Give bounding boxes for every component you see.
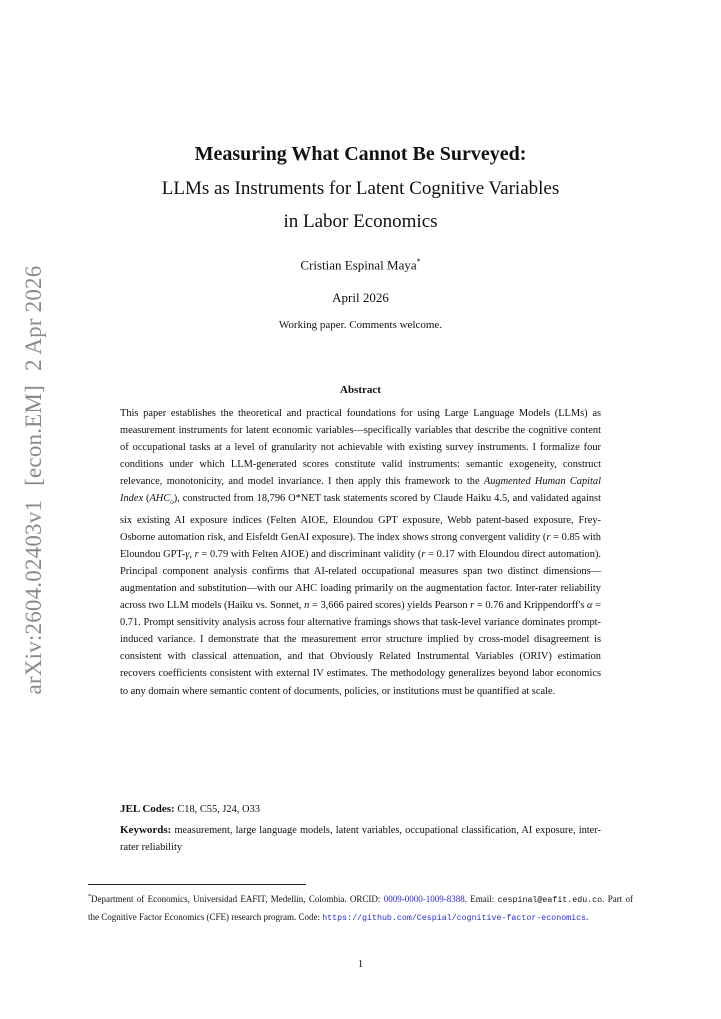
keywords — [120, 822, 601, 856]
footnote-email-label: . Email: — [464, 894, 498, 904]
author-name: Cristian Espinal Maya — [300, 257, 417, 273]
keywords-label: Keywords: — [120, 824, 172, 836]
page-number: 1 — [357, 958, 364, 970]
abstract-segment: = 0.17 with Eloundou direct automation). Principal component analysis confirms that AI-related occupational measures span two distinct dimensions—augmentation and substitution—with our AHC loading primarily on the augmentation factor. Inter-rater reliability across two LLM models (Haiku vs. Sonnet, — [120, 548, 602, 612]
code-repository-link[interactable]: https://github.com/Cespial/cognitive-factor-economics — [322, 914, 587, 923]
abstract-segment: r — [470, 600, 475, 612]
arxiv-date: 2 Apr 2026 — [21, 265, 46, 372]
jel-codes — [120, 801, 601, 818]
abstract-segment: = 0.76 and Krippendorff's — [474, 600, 588, 612]
jel-value: C18, C55, J24, O33 — [177, 804, 260, 815]
abstract-segment: r — [546, 531, 551, 543]
paper-title: Measuring What Cannot Be Surveyed: — [194, 143, 527, 165]
abstract-segment: r — [194, 548, 199, 560]
author-footnote-mark: * — [416, 257, 421, 266]
abstract-segment: ), constructed from 18,796 O*NET task statements scored by Claude Haiku 4.5, and validated against six existing AI exposure indices (Felten AIOE, Eloundou GPT exposure, Webb patent-based exposure, Frey-Osborne automation risk, and Eisfeldt GenAI exposure). The index shows strong convergent validity ( — [120, 493, 601, 543]
abstract-segment: , — [189, 548, 195, 560]
abstract-heading: Abstract — [340, 384, 381, 396]
paper-date: April 2026 — [332, 290, 389, 305]
paper-subtitle-line-1: LLMs as Instruments for Latent Cognitive Variables — [161, 178, 560, 199]
abstract-segment: n — [304, 600, 310, 612]
footnote-program: . Part of the Cognitive Factor Economics (CFE) research program. Code: — [88, 894, 633, 922]
footnote-end: . — [586, 912, 589, 922]
jel-label: JEL Codes: — [120, 803, 175, 815]
author-footnote — [88, 889, 633, 927]
email-address[interactable]: cespinal@eafit.edu.co — [497, 896, 603, 905]
abstract-segment: γ — [185, 548, 190, 560]
abstract-segment: AHC — [149, 493, 171, 505]
abstract-body — [120, 405, 601, 700]
footnote-affiliation: Department of Economics, Universidad EAFIT, Medellín, Colombia. ORCID: — [91, 894, 384, 904]
footnote-divider — [88, 884, 306, 885]
working-paper-note: Working paper. Comments welcome. — [278, 319, 443, 331]
abstract-segment: = 0.71. Prompt sensitivity analysis across four alternative framings shows that task-level variance dominates prompt-induced variance. I demonstrate that the measurement error structure implied by cross-model disagreement is consistent with classical attenuation, and that Obviously Related Instrumental Variables (ORIV) estimation recovers coefficients consistent with external IV estimates. The methodology generalizes beyond labor economics to any domain where semantic content of documents, policies, or institutions must be quantified at scale. — [120, 600, 601, 697]
author-line — [0, 257, 721, 273]
abstract-segment: = 3,666 paired scores) yields Pearson — [309, 600, 471, 612]
arxiv-category: [econ.EM] — [21, 385, 46, 486]
abstract-segment: Augmented Human Capital Index — [120, 476, 601, 505]
abstract-segment: = 0.79 with Felten AIOE) and discriminant validity ( — [198, 548, 422, 560]
abstract-segment: r — [421, 548, 426, 560]
abstract-segment: This paper establishes the theoretical and practical foundations for using Large Language Models (LLMs) as measurement instruments for latent economic variables—specifically variables that describe the cognitive content of occupational tasks at a level of granularity not achievable with existing survey instruments. I formalize four conditions under which LLM-generated scores constitute valid instruments: semantic exogeneity, construct relevance, monotonicity, and model invariance. I then apply this framework to the — [120, 408, 601, 488]
paper-subtitle-line-2: in Labor Economics — [283, 211, 438, 232]
arxiv-id: arXiv:2604.02403v1 — [21, 499, 46, 695]
abstract-segment: ( — [143, 493, 150, 505]
abstract-segment: = 0.85 with Eloundou GPT- — [120, 531, 601, 560]
orcid-link[interactable]: 0009-0000-1009-8388 — [383, 894, 465, 904]
abstract-segment: o — [170, 498, 174, 507]
abstract-segment: α — [587, 600, 593, 612]
keywords-value: measurement, large language models, latent variables, occupational classification, AI exposure, inter-rater reliability — [120, 825, 601, 853]
footnote-mark: * — [88, 894, 91, 900]
